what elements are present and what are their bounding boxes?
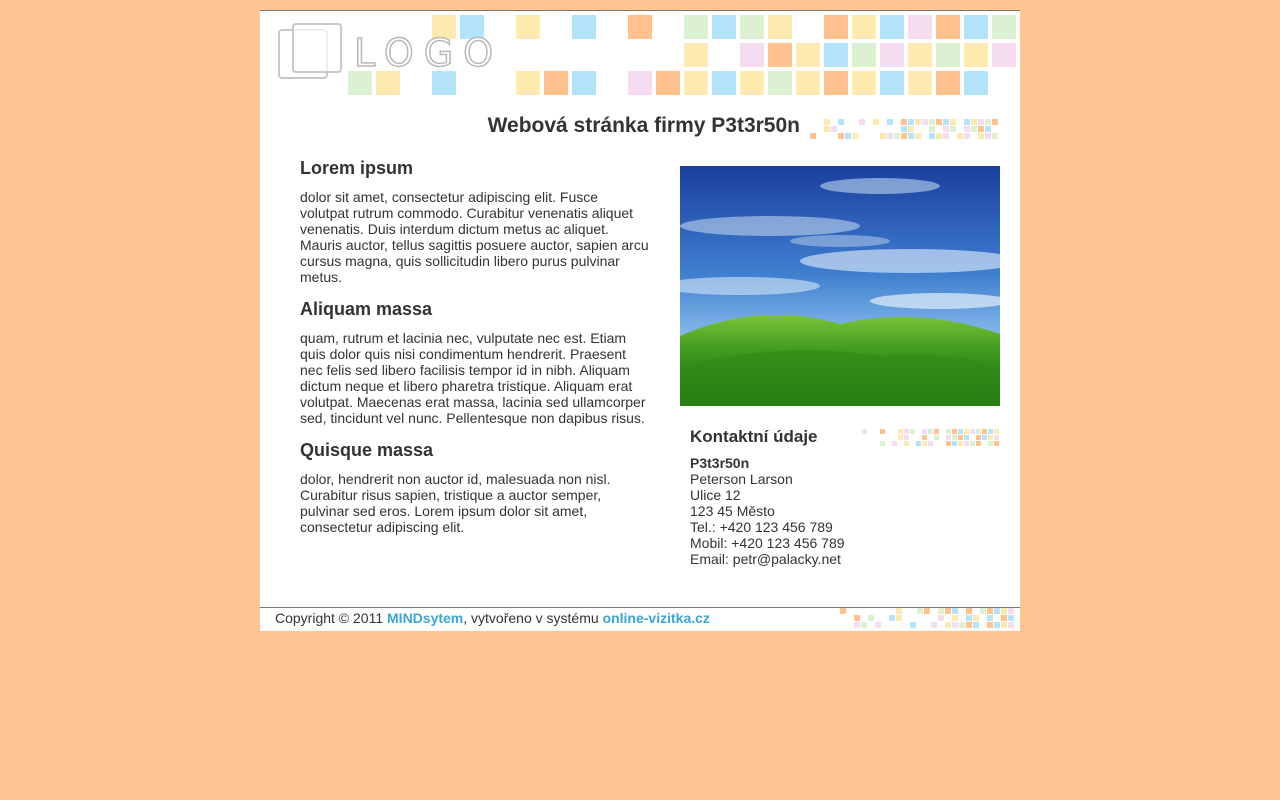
decor-dot [810,133,816,139]
decor-dot [950,126,956,132]
decor-dot [859,119,865,125]
mosaic-square [824,43,848,67]
decor-dot [894,133,900,139]
landscape-image [680,166,1000,406]
mosaic-square [712,71,736,95]
mosaic-square [740,43,764,67]
decor-dot [889,615,895,621]
mosaic-square [572,71,596,95]
mosaic-square [880,43,904,67]
brand-link[interactable]: MINDsytem [387,610,464,626]
mosaic-square [516,71,540,95]
mosaic-square [544,71,568,95]
decor-dot [838,133,844,139]
decor-dot [1008,608,1014,614]
decor-dot [917,608,923,614]
mosaic-square [740,71,764,95]
decor-dot [1008,622,1014,628]
decor-dot [887,133,893,139]
decor-dot [831,126,837,132]
mosaic-square [656,71,680,95]
decor-dot [852,133,858,139]
decor-dot [929,133,935,139]
decor-dot [1001,615,1007,621]
logo-text: LOGO [354,31,504,75]
mosaic-square [936,43,960,67]
decor-dot [931,622,937,628]
contact-name: Peterson Larson [690,471,793,487]
decor-dot [952,608,958,614]
contact-city: 123 45 Město [690,503,775,519]
mosaic-square [796,71,820,95]
logo-shape-front [292,23,342,73]
decor-dot [978,133,984,139]
decor-dot [980,608,986,614]
mosaic-square [908,43,932,67]
decor-dot [943,126,949,132]
mosaic-square [992,43,1016,67]
decor-dot [938,608,944,614]
decor-dot [966,622,972,628]
decor-dot [978,119,984,125]
decor-dot [915,119,921,125]
mosaic-square [908,71,932,95]
mosaic-square [880,71,904,95]
decor-dot [943,119,949,125]
decor-dot [987,622,993,628]
decor-dot [936,133,942,139]
page-title: Webová stránka firmy P3t3r50n [487,114,800,137]
contact-heading: Kontaktní údaje [690,427,818,446]
main-content [300,158,650,549]
mosaic-square [824,71,848,95]
mosaic-square [824,15,848,39]
mosaic-square [796,43,820,67]
mosaic-square [936,15,960,39]
contact-mobile: Mobil: +420 123 456 789 [690,535,845,551]
decor-dot [824,126,830,132]
decor-dot [908,126,914,132]
decor-dot [987,615,993,621]
mosaic-square [768,43,792,67]
decor-dot [824,119,830,125]
mosaic-square [964,43,988,67]
decor-dot [922,119,928,125]
contact-info [690,427,1000,567]
mosaic-square [768,15,792,39]
decor-dot [901,126,907,132]
decor-dot [868,615,874,621]
decor-dot [936,119,942,125]
footer-text [275,610,710,626]
section-heading-2: Aliquam massa [300,299,433,319]
decor-dot [838,119,844,125]
decor-dot [964,133,970,139]
mosaic-square [684,15,708,39]
section-heading-3: Quisque massa [300,440,434,460]
decor-dot [992,133,998,139]
decor-dot [873,119,879,125]
decor-dot [861,622,867,628]
logo[interactable] [278,27,518,79]
section-heading-1: Lorem ipsum [300,158,414,178]
page-container [260,10,1020,631]
copyright-text: Copyright © 2011 [275,610,388,626]
mosaic-square [992,15,1016,39]
section-text-2: quam, rutrum et lacinia nec, vulputate nec est. Etiam quis dolor quis nisi condimentum hendrerit. Praesent nec felis sed libero facilisis tempor id in nibh. Aliquam dictum neque et libero pharetra tristique. Aliquam erat volutpat. Maecenas erat massa, lacinia sed ullamcorper sed, tincidunt vel nunc. Pellentesque non dapibus risus. [300,330,646,426]
mosaic-square [936,71,960,95]
decor-dot [915,133,921,139]
decor-dot [896,608,902,614]
contact-street: Ulice 12 [690,487,741,503]
mosaic-square [628,71,652,95]
mosaic-square [964,71,988,95]
decor-dot [971,119,977,125]
decor-dot [987,608,993,614]
decor-dot [964,126,970,132]
decor-dot [887,119,893,125]
mosaic-square [516,15,540,39]
mosaic-square [852,71,876,95]
section-text-3: dolor, hendrerit non auctor id, malesuada non nisl. Curabitur risus sapien, tristique a auctor semper, pulvinar sed eros. Lorem ipsum dolor sit amet, consectetur adipiscing elit. [300,471,611,535]
decor-dot [908,133,914,139]
mosaic-square [964,15,988,39]
decor-dot [945,622,951,628]
mosaic-square [852,43,876,67]
decor-dot [964,119,970,125]
landscape-photo [680,166,1000,406]
decor-dot [985,133,991,139]
decor-dot [854,622,860,628]
decor-dot [971,126,977,132]
decor-dot [880,133,886,139]
mosaic-square [684,71,708,95]
decor-dot [929,119,935,125]
decor-dot [966,615,972,621]
decor-dot [854,615,860,621]
decor-dot [985,119,991,125]
decor-dot [910,622,916,628]
contact-company: P3t3r50n [690,455,750,471]
decor-dot [938,615,944,621]
decor-dot [901,119,907,125]
system-link[interactable]: online-vizitka.cz [602,610,710,626]
mosaic-square [768,71,792,95]
decor-dot [992,119,998,125]
decor-dot [845,133,851,139]
contact-email: Email: petr@palacky.net [690,551,841,567]
footer-decoration [840,608,1020,632]
decor-dot [994,608,1000,614]
mosaic-square [572,15,596,39]
decor-dot [952,622,958,628]
decor-dot [957,133,963,139]
mosaic-square [628,15,652,39]
decor-dot [1008,615,1014,621]
title-decoration [810,119,1000,143]
decor-dot [908,119,914,125]
decor-dot [1001,622,1007,628]
decor-dot [952,615,958,621]
mosaic-square [712,15,736,39]
decor-dot [924,608,930,614]
decor-dot [901,133,907,139]
decor-dot [840,608,846,614]
decor-dot [896,615,902,621]
decor-dot [973,622,979,628]
decor-dot [985,126,991,132]
decor-dot [950,119,956,125]
section-text-1: dolor sit amet, consectetur adipiscing elit. Fusce volutpat rutrum commodo. Curabitur venenatis aliquet venenatis. Duis interdum dictum metus ac aliquet. Mauris auctor, tellus sagittis posuere auctor, sapien arcu cursus magna, quis sollicitudin libero purus pulvinar metus. [300,189,649,285]
decor-dot [959,622,965,628]
contact-phone: Tel.: +420 123 456 789 [690,519,833,535]
mosaic-square [880,15,904,39]
decor-dot [978,126,984,132]
decor-dot [1001,608,1007,614]
mosaic-square [740,15,764,39]
footer-middle-text: , vytvořeno v systému [463,610,603,626]
decor-dot [966,608,972,614]
mosaic-square [852,15,876,39]
decor-dot [945,608,951,614]
mosaic-square [684,43,708,67]
decor-dot [973,615,979,621]
decor-dot [994,622,1000,628]
mosaic-square [908,15,932,39]
decor-dot [929,126,935,132]
footer [260,607,1020,632]
decor-dot [943,133,949,139]
decor-dot [875,622,881,628]
